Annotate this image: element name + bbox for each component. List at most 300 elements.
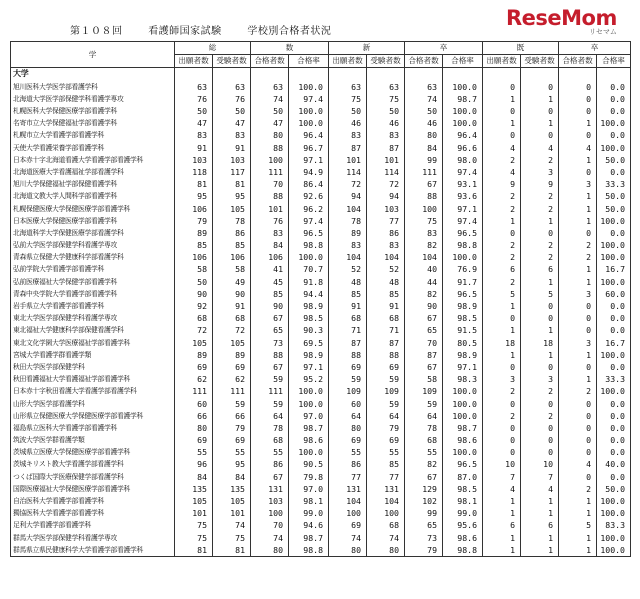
applicants-cell: 83 — [329, 129, 367, 141]
passers-cell: 0 — [559, 410, 597, 422]
examinees-cell: 91 — [213, 300, 251, 312]
pass-rate-cell: 0.0 — [597, 434, 631, 446]
pass-rate-cell: 100.0 — [289, 251, 329, 263]
table-row — [11, 154, 631, 166]
pass-rate-cell: 98.7 — [443, 93, 483, 105]
examinees-cell: 2 — [521, 202, 559, 214]
table-row — [11, 300, 631, 312]
table-row — [11, 532, 631, 544]
passers-cell: 0 — [559, 422, 597, 434]
table-row — [11, 227, 631, 239]
applicants-cell: 48 — [329, 276, 367, 288]
examinees-cell: 55 — [213, 446, 251, 458]
examinees-cell: 105 — [213, 337, 251, 349]
applicants-cell: 105 — [175, 337, 213, 349]
school-name: 足利大学看護学部看護学科 — [11, 519, 175, 531]
applicants-cell: 52 — [329, 263, 367, 275]
table-row — [11, 190, 631, 202]
pass-rate-cell: 98.8 — [289, 239, 329, 251]
applicants-cell: 0 — [483, 312, 521, 324]
table-row — [11, 471, 631, 483]
examinees-cell: 79 — [367, 422, 405, 434]
applicants-cell: 85 — [175, 239, 213, 251]
passers-cell: 84 — [405, 142, 443, 154]
examinees-cell: 101 — [367, 154, 405, 166]
applicants-cell: 79 — [175, 215, 213, 227]
pass-rate-cell: 98.8 — [289, 544, 329, 557]
pass-rate-cell: 97.4 — [443, 215, 483, 227]
passers-cell: 88 — [251, 349, 289, 361]
applicants-cell: 1 — [483, 324, 521, 336]
applicants-cell: 114 — [329, 166, 367, 178]
school-name: 北海道大学医学部保健学科看護学専攻 — [11, 93, 175, 105]
applicants-cell: 84 — [175, 471, 213, 483]
pass-rate-cell: 69.5 — [289, 337, 329, 349]
pass-rate-cell: 79.8 — [289, 471, 329, 483]
table-row — [11, 81, 631, 93]
passers-cell: 76 — [251, 215, 289, 227]
table-row — [11, 324, 631, 336]
pass-rate-cell: 100.0 — [597, 507, 631, 519]
table-row — [11, 288, 631, 300]
passers-cell: 1 — [559, 373, 597, 385]
pass-rate-cell: 83.3 — [597, 519, 631, 531]
pass-rate-cell: 98.7 — [289, 532, 329, 544]
applicants-cell: 0 — [483, 81, 521, 93]
group-total-a: 総 — [175, 42, 251, 55]
pass-rate-cell: 33.3 — [597, 373, 631, 385]
examinees-cell: 88 — [367, 349, 405, 361]
passers-cell: 1 — [559, 495, 597, 507]
table-row — [11, 483, 631, 495]
examinees-cell: 83 — [213, 129, 251, 141]
pass-rate-cell: 96.5 — [443, 288, 483, 300]
school-name: 天使大学看護栄養学部看護学科 — [11, 142, 175, 154]
passers-cell: 41 — [251, 263, 289, 275]
applicants-cell: 71 — [329, 324, 367, 336]
passers-cell: 67 — [405, 312, 443, 324]
resemom-logo: ReseMom リセマム — [506, 6, 617, 36]
applicants-cell: 89 — [175, 227, 213, 239]
passers-cell: 70 — [251, 178, 289, 190]
passers-cell: 83 — [405, 227, 443, 239]
table-row — [11, 312, 631, 324]
table-row — [11, 178, 631, 190]
school-name: 国際医療福祉大学保健医療学部看護学科 — [11, 483, 175, 495]
applicants-cell: 75 — [175, 532, 213, 544]
examinees-cell: 6 — [521, 519, 559, 531]
pass-rate-cell: 97.4 — [289, 93, 329, 105]
pass-rate-cell: 96.4 — [289, 129, 329, 141]
passers-cell: 82 — [405, 288, 443, 300]
group-new-a: 新 — [329, 42, 405, 55]
examinees-cell: 103 — [367, 202, 405, 214]
col-passers: 合格者数 — [559, 55, 597, 68]
pass-rate-cell: 90.3 — [289, 324, 329, 336]
examinees-cell: 85 — [367, 458, 405, 470]
col-applicants: 出願者数 — [175, 55, 213, 68]
passers-cell: 82 — [405, 458, 443, 470]
examinees-cell: 48 — [367, 276, 405, 288]
examinees-cell: 87 — [367, 337, 405, 349]
examinees-cell: 117 — [213, 166, 251, 178]
pass-rate-cell: 0.0 — [597, 410, 631, 422]
examinees-cell: 1 — [521, 215, 559, 227]
col-applicants: 出願者数 — [329, 55, 367, 68]
applicants-cell: 7 — [483, 471, 521, 483]
applicants-cell: 2 — [483, 276, 521, 288]
examinees-cell: 103 — [213, 154, 251, 166]
passers-cell: 3 — [559, 337, 597, 349]
pass-rate-cell: 100.0 — [443, 251, 483, 263]
table-row — [11, 422, 631, 434]
applicants-cell: 109 — [329, 385, 367, 397]
passers-cell: 68 — [251, 434, 289, 446]
applicants-cell: 94 — [329, 190, 367, 202]
examinees-cell: 78 — [213, 215, 251, 227]
examinees-cell: 69 — [213, 434, 251, 446]
school-name: 札幌市立大学看護学部看護学科 — [11, 129, 175, 141]
applicants-cell: 0 — [483, 227, 521, 239]
passers-cell: 111 — [405, 166, 443, 178]
applicants-cell: 6 — [483, 263, 521, 275]
pass-rate-cell: 0.0 — [597, 422, 631, 434]
section-label: 大学 — [11, 68, 175, 81]
passers-cell: 59 — [251, 373, 289, 385]
passers-cell: 1 — [559, 349, 597, 361]
pass-rate-cell: 96.2 — [289, 202, 329, 214]
applicants-cell: 18 — [483, 337, 521, 349]
passers-cell: 106 — [251, 251, 289, 263]
school-name: 群馬県立県民健康科学大学看護学部看護学科 — [11, 544, 175, 557]
pass-rate-cell: 98.6 — [289, 434, 329, 446]
examinees-cell: 105 — [213, 202, 251, 214]
applicants-cell: 76 — [175, 93, 213, 105]
passers-cell: 63 — [405, 81, 443, 93]
table-row — [11, 202, 631, 214]
passers-cell: 70 — [251, 519, 289, 531]
table-row — [11, 166, 631, 178]
pass-rate-cell: 98.1 — [443, 495, 483, 507]
passers-cell: 44 — [405, 276, 443, 288]
examinees-cell: 68 — [213, 312, 251, 324]
applicants-cell: 63 — [175, 81, 213, 93]
passers-cell: 74 — [251, 532, 289, 544]
table-row — [11, 495, 631, 507]
pass-rate-cell: 95.6 — [443, 519, 483, 531]
examinees-cell: 0 — [521, 81, 559, 93]
passers-cell: 1 — [559, 532, 597, 544]
pass-rate-cell: 100.0 — [443, 410, 483, 422]
examinees-cell: 135 — [213, 483, 251, 495]
pass-rate-cell: 98.0 — [443, 154, 483, 166]
applicants-cell: 4 — [483, 142, 521, 154]
pass-rate-cell: 0.0 — [597, 166, 631, 178]
school-name: 岩手県立大学看護学部看護学科 — [11, 300, 175, 312]
document-header — [70, 22, 353, 37]
applicants-cell: 69 — [175, 434, 213, 446]
applicants-cell: 69 — [175, 361, 213, 373]
examinees-cell: 69 — [367, 434, 405, 446]
pass-rate-cell: 98.5 — [443, 312, 483, 324]
school-name: 東北文化学園大学医療福祉学部看護学科 — [11, 337, 175, 349]
applicants-cell: 46 — [329, 117, 367, 129]
examinees-cell: 3 — [521, 166, 559, 178]
examinees-cell: 49 — [213, 276, 251, 288]
pass-rate-cell: 0.0 — [597, 471, 631, 483]
table-row — [11, 434, 631, 446]
group-prev-a: 既 — [483, 42, 559, 55]
pass-rate-cell: 100.0 — [597, 532, 631, 544]
applicants-cell: 75 — [329, 93, 367, 105]
pass-rate-cell: 91.8 — [289, 276, 329, 288]
examinees-cell: 18 — [521, 337, 559, 349]
pass-rate-cell: 100.0 — [443, 105, 483, 117]
school-name: 弘前医療福祉大学保健学部看護学科 — [11, 276, 175, 288]
examinees-cell: 87 — [367, 142, 405, 154]
passers-cell: 63 — [251, 81, 289, 93]
pass-rate-cell: 98.9 — [443, 300, 483, 312]
applicants-cell: 9 — [483, 178, 521, 190]
passers-cell: 0 — [559, 446, 597, 458]
pass-rate-cell: 98.9 — [443, 349, 483, 361]
applicants-cell: 2 — [483, 239, 521, 251]
table-row — [11, 519, 631, 531]
pass-rate-cell: 0.0 — [597, 324, 631, 336]
applicants-cell: 0 — [483, 129, 521, 141]
applicants-cell: 69 — [329, 361, 367, 373]
examinees-cell: 59 — [367, 397, 405, 409]
pass-rate-cell: 0.0 — [597, 105, 631, 117]
pass-rate-cell: 100.0 — [289, 117, 329, 129]
school-name: 山形大学医学部看護学科 — [11, 397, 175, 409]
passers-cell: 67 — [251, 312, 289, 324]
applicants-cell: 69 — [329, 434, 367, 446]
passers-cell: 88 — [405, 190, 443, 202]
pass-rate-cell: 86.4 — [289, 178, 329, 190]
examinees-cell: 79 — [213, 422, 251, 434]
passers-cell: 101 — [251, 202, 289, 214]
applicants-cell: 64 — [329, 410, 367, 422]
pass-rate-cell: 97.1 — [289, 361, 329, 373]
applicants-cell: 83 — [329, 239, 367, 251]
school-name: 北海道文教大学人間科学部看護学科 — [11, 190, 175, 202]
table-row — [11, 385, 631, 397]
pass-rate-cell: 96.4 — [443, 129, 483, 141]
passers-cell: 2 — [559, 385, 597, 397]
examinees-cell: 46 — [367, 117, 405, 129]
applicants-cell: 47 — [175, 117, 213, 129]
passers-cell: 73 — [251, 337, 289, 349]
passers-cell: 88 — [251, 142, 289, 154]
col-passers: 合格者数 — [251, 55, 289, 68]
table-row — [11, 544, 631, 557]
table-body — [11, 68, 631, 557]
pass-rate-cell: 0.0 — [597, 81, 631, 93]
pass-rate-cell: 98.5 — [289, 312, 329, 324]
passers-cell: 100 — [405, 202, 443, 214]
pass-rate-cell: 96.7 — [289, 142, 329, 154]
examinees-cell: 85 — [213, 239, 251, 251]
passers-cell: 1 — [559, 117, 597, 129]
pass-rate-cell: 80.5 — [443, 337, 483, 349]
passers-cell: 1 — [559, 544, 597, 557]
examinees-cell: 0 — [521, 361, 559, 373]
school-name: 札幌保健医療大学保健医療学部看護学科 — [11, 202, 175, 214]
passers-cell: 67 — [405, 361, 443, 373]
passers-cell: 0 — [559, 166, 597, 178]
examinees-cell: 1 — [521, 532, 559, 544]
passers-cell: 83 — [251, 227, 289, 239]
examinees-cell: 3 — [521, 373, 559, 385]
school-name: 日本医療大学保健医療学部看護学科 — [11, 215, 175, 227]
group-header-row — [11, 42, 631, 55]
passers-cell: 109 — [405, 385, 443, 397]
applicants-cell: 10 — [483, 458, 521, 470]
examinees-cell: 77 — [367, 471, 405, 483]
applicants-cell: 6 — [483, 519, 521, 531]
pass-rate-cell: 97.0 — [289, 410, 329, 422]
report-title: 学校別合格者状況 — [247, 26, 332, 37]
examinees-cell: 86 — [213, 227, 251, 239]
passers-cell: 0 — [559, 300, 597, 312]
pass-rate-cell: 100.0 — [289, 385, 329, 397]
school-name: 自治医科大学看護学部看護学科 — [11, 495, 175, 507]
passers-cell: 0 — [559, 105, 597, 117]
col-applicants: 出願者数 — [483, 55, 521, 68]
applicants-cell: 1 — [483, 93, 521, 105]
pass-rate-cell: 98.6 — [443, 434, 483, 446]
applicants-cell: 104 — [329, 202, 367, 214]
passers-cell: 59 — [405, 397, 443, 409]
passers-cell: 4 — [559, 142, 597, 154]
examinees-cell: 83 — [367, 129, 405, 141]
examinees-cell: 111 — [213, 385, 251, 397]
examinees-cell: 105 — [213, 495, 251, 507]
examinees-cell: 0 — [521, 446, 559, 458]
examinees-cell: 2 — [521, 251, 559, 263]
applicants-cell: 72 — [329, 178, 367, 190]
examinees-cell: 131 — [367, 483, 405, 495]
col-pass-rate: 合格率 — [289, 55, 329, 68]
applicants-cell: 5 — [483, 288, 521, 300]
examinees-cell: 104 — [367, 495, 405, 507]
pass-rate-cell: 96.6 — [443, 142, 483, 154]
passers-cell: 50 — [405, 105, 443, 117]
pass-rate-cell: 98.8 — [443, 544, 483, 557]
applicants-cell: 105 — [175, 495, 213, 507]
applicants-cell: 80 — [175, 422, 213, 434]
applicants-cell: 80 — [329, 544, 367, 557]
pass-rate-cell: 0.0 — [597, 446, 631, 458]
pass-rate-cell: 97.1 — [443, 202, 483, 214]
examinees-cell: 1 — [521, 93, 559, 105]
examinees-cell: 47 — [213, 117, 251, 129]
col-examinees: 受験者数 — [521, 55, 559, 68]
pass-rate-cell: 98.3 — [443, 373, 483, 385]
passers-cell: 100 — [251, 154, 289, 166]
passers-cell: 1 — [559, 202, 597, 214]
exam-name: 看護師国家試験 — [148, 26, 222, 37]
passers-cell: 47 — [251, 117, 289, 129]
applicants-cell: 72 — [175, 324, 213, 336]
school-name: 弘前学院大学看護学部看護学科 — [11, 263, 175, 275]
table-row — [11, 410, 631, 422]
applicants-cell: 2 — [483, 410, 521, 422]
pass-rate-cell: 100.0 — [443, 397, 483, 409]
passers-cell: 0 — [559, 81, 597, 93]
table-row — [11, 446, 631, 458]
pass-rate-cell: 100.0 — [597, 385, 631, 397]
school-name: 獨協医科大学看護学部看護学科 — [11, 507, 175, 519]
passers-cell: 80 — [405, 129, 443, 141]
applicants-cell: 2 — [483, 202, 521, 214]
school-name: 青森中央学院大学看護学部看護学科 — [11, 288, 175, 300]
table-row — [11, 373, 631, 385]
applicants-cell: 68 — [175, 312, 213, 324]
applicants-cell: 55 — [329, 446, 367, 458]
applicants-cell: 87 — [329, 337, 367, 349]
pass-rate-cell: 91.7 — [443, 276, 483, 288]
applicants-cell: 83 — [175, 129, 213, 141]
applicants-cell: 75 — [175, 519, 213, 531]
passers-cell: 80 — [251, 544, 289, 557]
pass-rate-cell: 50.0 — [597, 483, 631, 495]
examinees-cell: 2 — [521, 239, 559, 251]
school-name: 筑波大学医学群看護学類 — [11, 434, 175, 446]
applicants-cell: 86 — [329, 458, 367, 470]
examinees-cell: 59 — [367, 373, 405, 385]
applicants-cell: 135 — [175, 483, 213, 495]
applicants-cell: 2 — [483, 190, 521, 202]
passers-cell: 64 — [251, 410, 289, 422]
applicants-cell: 95 — [175, 190, 213, 202]
applicants-cell: 2 — [483, 154, 521, 166]
passers-cell: 58 — [405, 373, 443, 385]
applicants-cell: 89 — [175, 349, 213, 361]
examinees-cell: 100 — [367, 507, 405, 519]
pass-rate-cell: 100.0 — [443, 385, 483, 397]
pass-rate-cell: 94.4 — [289, 288, 329, 300]
passers-cell: 104 — [405, 251, 443, 263]
passers-cell: 64 — [405, 410, 443, 422]
examinees-cell: 71 — [367, 324, 405, 336]
pass-rate-cell: 40.0 — [597, 458, 631, 470]
passers-cell: 1 — [559, 263, 597, 275]
examinees-cell: 1 — [521, 117, 559, 129]
school-name: 秋田看護福祉大学看護福祉学部看護学科 — [11, 373, 175, 385]
applicants-cell: 4 — [483, 483, 521, 495]
group-new-b: 卒 — [405, 42, 483, 55]
applicants-cell: 96 — [175, 458, 213, 470]
examinees-cell: 0 — [521, 312, 559, 324]
passers-cell: 65 — [405, 324, 443, 336]
pass-rate-cell: 93.6 — [443, 190, 483, 202]
passers-cell: 3 — [559, 178, 597, 190]
passers-cell: 65 — [405, 519, 443, 531]
applicants-cell: 50 — [175, 105, 213, 117]
examinees-cell: 69 — [367, 361, 405, 373]
passers-cell: 74 — [251, 93, 289, 105]
passers-cell: 0 — [559, 93, 597, 105]
examinees-cell: 106 — [213, 251, 251, 263]
passers-cell: 90 — [251, 300, 289, 312]
applicants-cell: 78 — [329, 215, 367, 227]
school-name: つくば国際大学医療保健学部看護学科 — [11, 471, 175, 483]
pass-rate-cell: 95.2 — [289, 373, 329, 385]
passers-cell: 5 — [559, 519, 597, 531]
examinees-cell: 75 — [367, 93, 405, 105]
